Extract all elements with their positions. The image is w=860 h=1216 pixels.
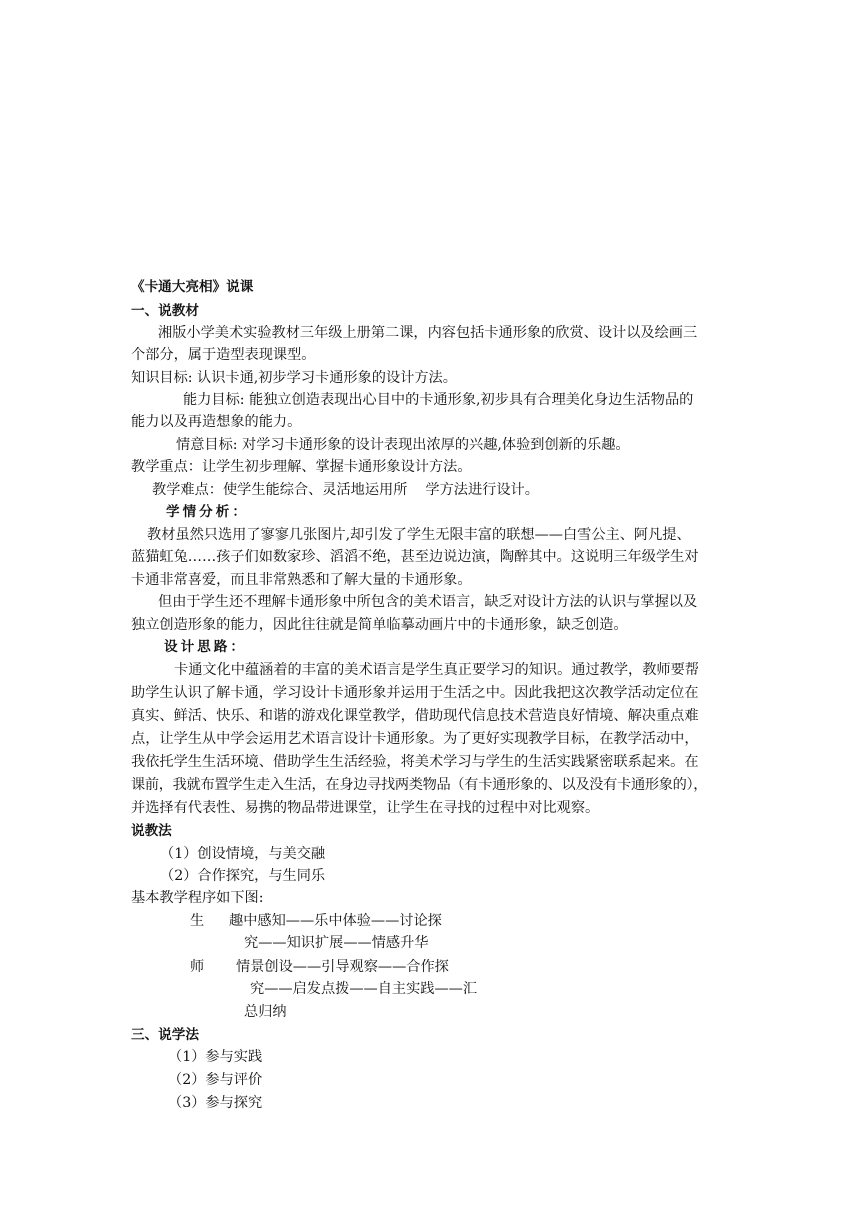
student-label: 生 [190,913,205,929]
analysis-p2-line-1: 但由于学生还不理解卡通形象中所包含的美术语言，缺乏对设计方法的认识与掌握以及 [158,594,698,610]
student-flow-line-2: 究——知识扩展——情感升华 [244,935,429,951]
document-title: 《卡通大亮相》说课 [131,279,254,295]
design-line-1: 卡通文化中蕴涵着的丰富的美术语言是学生真正要学习的知识。通过教学，教师要帮 [174,662,699,678]
teaching-difficulty: 教学难点：使学生能综合、灵活地运用所 学方法进行设计。 [152,482,539,498]
design-line-2: 助学生认识了解卡通，学习设计卡通形象并运用于生活之中。因此我把这次教学活动定位在 [131,685,699,701]
section-heading-learning-method: 三、说学法 [131,1027,199,1043]
ability-goal-line-2: 能力以及再造想象的能力。 [131,414,302,430]
method-item-1: （1）创设情境，与美交融 [160,846,326,862]
design-line-3: 真实、鲜活、快乐、和谐的游戏化课堂教学，借助现代信息技术营造良好情境、解决重点难 [131,708,699,724]
knowledge-goal: 知识目标: 认识卡通,初步学习卡通形象的设计方法。 [131,370,457,386]
emotion-goal: 情意目标: 对学习卡通形象的设计表现出浓厚的兴趣,体验到创新的乐趣。 [176,437,630,453]
analysis-p2-line-2: 独立创造形象的能力，因此往往就是简单临摹动画片中的卡通形象，缺乏创造。 [131,617,628,633]
procedure-intro: 基本教学程序如下图: [131,890,264,906]
design-line-5: 我依托学生生活环境、借助学生生活经验，将美术学习与学生的生活实践紧密联系起来。在 [131,754,699,770]
intro-line-2: 个部分，属于造型表现课型。 [131,347,316,363]
teacher-label: 师 [190,959,205,975]
method-item-2: （2）合作探究，与生同乐 [160,868,326,884]
analysis-p1-line-1: 教材虽然只选用了寥寥几张图片,却引发了学生无限丰富的联想——白雪公主、阿凡提、 [147,527,691,543]
learning-analysis-heading: 学情分析： [166,504,249,520]
teaching-key-point: 教学重点：让学生初步理解、掌握卡通形象设计方法。 [131,459,472,475]
teacher-flow-line-3: 总归纳 [244,1004,287,1020]
teaching-method-heading: 说教法 [131,823,172,839]
design-idea-heading: 设计思路： [164,639,247,655]
learn-method-item-2: （2）参与评价 [168,1072,263,1088]
design-line-6: 课前，我就布置学生走入生活，在身边寻找两类物品（有卡通形象的、以及没有卡通形象的）， [131,777,708,793]
teacher-flow-line-2: 究——启发点拨——自主实践——汇 [250,981,478,997]
ability-goal-line-1: 能力目标: 能独立创造表现出心目中的卡通形象,初步具有合理美化身边生活物品的 [183,392,694,408]
design-line-7: 并选择有代表性、易携的物品带进课堂，让学生在寻找的过程中对比观察。 [131,800,600,816]
learn-method-item-1: （1）参与实践 [168,1049,263,1065]
learn-method-item-3: （3）参与探究 [168,1095,263,1111]
analysis-p1-line-2: 蓝猫虹兔……孩子们如数家珍、滔滔不绝，甚至边说边演，陶醉其中。这说明三年级学生对 [131,549,699,565]
analysis-p1-line-3: 卡通非常喜爱，而且非常熟悉和了解大量的卡通形象。 [131,572,472,588]
design-line-4: 点，让学生从中学会运用艺术语言设计卡通形象。为了更好实现教学目标，在教学活动中， [131,731,699,747]
teacher-flow-line-1: 情景创设——引导观察——合作探 [236,959,449,975]
section-heading-teaching-material: 一、说教材 [131,303,199,319]
intro-line-1: 湘版小学美术实验教材三年级上册第二课，内容包括卡通形象的欣赏、设计以及绘画三 [158,325,698,341]
student-flow-line-1: 趣中感知——乐中体验——讨论探 [229,913,442,929]
